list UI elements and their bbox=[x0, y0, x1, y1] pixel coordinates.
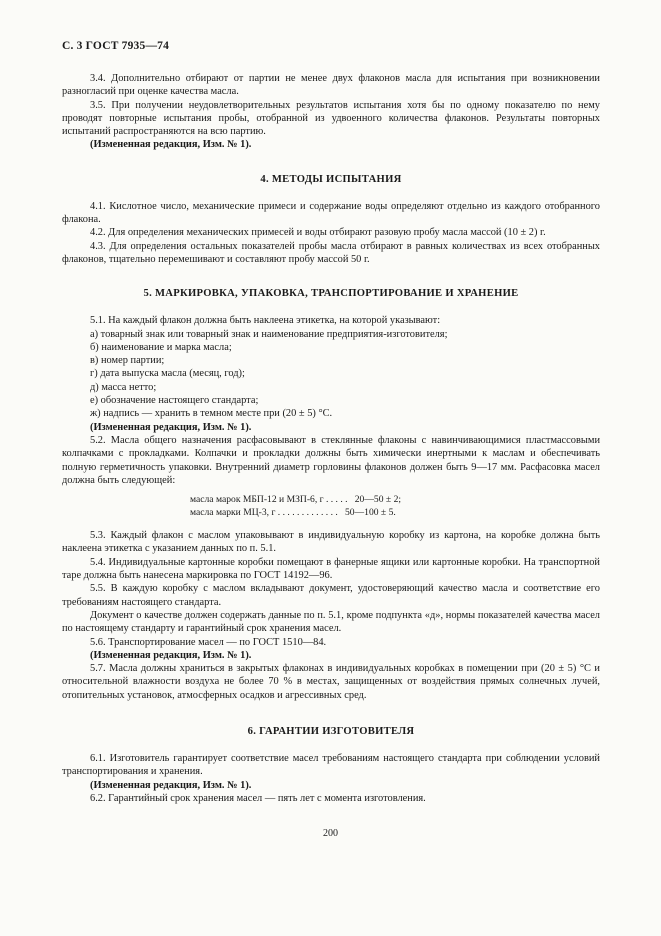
clause-5-2: 5.2. Масла общего назначения расфасовывают в стеклянные флаконы с навинчивающимися пластмассовыми колпачками с прокладками. Колпачки и прокладки должны быть химически инертными к маслам и обеспечивать полную герметичность упаковки. Внутренний диаметр горловины флаконов должен быть 9—17 мм. Расфасовка масел должна быть следующей: bbox=[62, 434, 600, 486]
amendment-note: (Измененная редакция, Изм. № 1). bbox=[90, 649, 252, 661]
list-item: ж) надпись — хранить в темном месте при (20 ± 5) °С. bbox=[90, 408, 333, 420]
section-6-title: 6. ГАРАНТИИ ИЗГОТОВИТЕЛЯ bbox=[247, 725, 415, 737]
list-item: б) наименование и марка масла; bbox=[90, 341, 232, 353]
list-item: в) номер партии; bbox=[90, 355, 165, 367]
clause-3-5: 3.5. При получении неудовлетворительных результатов испытания хотя бы по одному показателю по нему проводят повторные испытания пробы, отобранной из удвоенного количества флаконов. Результаты повторных испытаний распространяются на всю партию. bbox=[62, 99, 600, 138]
clause-5-3: 5.3. Каждый флакон с маслом упаковывают в индивидуальную коробку из картона, на коробке должна быть наклеена этикетка с указанием данных по п. 5.1. bbox=[62, 530, 600, 555]
clause-3-4: 3.4. Дополнительно отбирают от партии не менее двух флаконов масла для испытания при возникновении разногласий при оценке качества масла. bbox=[62, 73, 600, 98]
packaging-row: масла марок МБП-12 и МЗП-6, г . . . . . 20—50 ± 2; bbox=[190, 494, 402, 506]
amendment-note: (Измененная редакция, Изм. № 1). bbox=[90, 421, 252, 433]
clause-5-1: 5.1. На каждый флакон должна быть наклеена этикетка, на которой указывают: bbox=[90, 315, 441, 327]
list-item: е) обозначение настоящего стандарта; bbox=[90, 395, 259, 407]
page-number: 200 bbox=[323, 828, 338, 839]
clause-5-7: 5.7. Масла должны храниться в закрытых флаконах в индивидуальных коробках в помещении при (20 ± 5) °С и относительной влажности воздуха не более 70 % в местах, защищенных от воздействия прямых солнечных лучей, отопительных установок, атмосферных осадков и агрессивных сред. bbox=[62, 663, 600, 701]
list-item: а) товарный знак или товарный знак и наименование предприятия-изготовителя; bbox=[90, 328, 448, 340]
packaging-table bbox=[190, 494, 600, 519]
clause-6-2: 6.2. Гарантийный срок хранения масел — пять лет с момента изготовления. bbox=[90, 792, 426, 804]
clause-4-3: 4.3. Для определения остальных показателей пробы масла отбирают в равных количествах из всех отобранных флаконов, тщательно перемешивают и составляют пробу массой 50 г. bbox=[62, 240, 600, 265]
page-header: С. 3 ГОСТ 7935—74 bbox=[62, 40, 170, 52]
clause-4-2: 4.2. Для определения механических примесей и воды отбирают разовую пробу масла массой (10 ± 2) г. bbox=[90, 227, 546, 239]
section-4-title: 4. МЕТОДЫ ИСПЫТАНИЯ bbox=[260, 173, 402, 185]
list-item: г) дата выпуска масла (месяц, год); bbox=[90, 368, 245, 380]
amendment-note: (Измененная редакция, Изм. № 1). bbox=[90, 139, 252, 151]
packaging-row: масла марки МЦ-3, г . . . . . . . . . . . . . 50—100 ± 5. bbox=[190, 506, 396, 518]
clause-5-6: 5.6. Транспортирование масел — по ГОСТ 1510—84. bbox=[90, 636, 327, 648]
document-page bbox=[62, 40, 600, 805]
clause-4-1: 4.1. Кислотное число, механические примеси и содержание воды определяют отдельно из каждого отобранного флакона. bbox=[62, 200, 600, 226]
clause-6-1: 6.1. Изготовитель гарантирует соответствие масел требованиям настоящего стандарта при соблюдении условий транспортирования и хранения. bbox=[62, 752, 600, 778]
list-item: д) масса нетто; bbox=[90, 381, 157, 393]
clause-5-4: 5.4. Индивидуальные картонные коробки помещают в фанерные ящики или картонные коробки. На транспортной таре должна быть нанесена маркировка по ГОСТ 14192—96. bbox=[62, 556, 600, 582]
section-5-title: 5. МАРКИРОВКА, УПАКОВКА, ТРАНСПОРТИРОВАНИЕ И ХРАНЕНИЕ bbox=[143, 288, 519, 300]
clause-5-5-document: Документ о качестве должен содержать данные по п. 5.1, кроме подпункта «д», нормы показателей качества масел по настоящему стандарту и гарантийный срок хранения масел. bbox=[62, 609, 600, 635]
amendment-note: (Измененная редакция, Изм. № 1). bbox=[90, 779, 252, 791]
clause-5-5: 5.5. В каждую коробку с маслом вкладывают документ, удостоверяющий качество масла и соответствие его требованиям настоящего стандарта. bbox=[62, 583, 600, 608]
